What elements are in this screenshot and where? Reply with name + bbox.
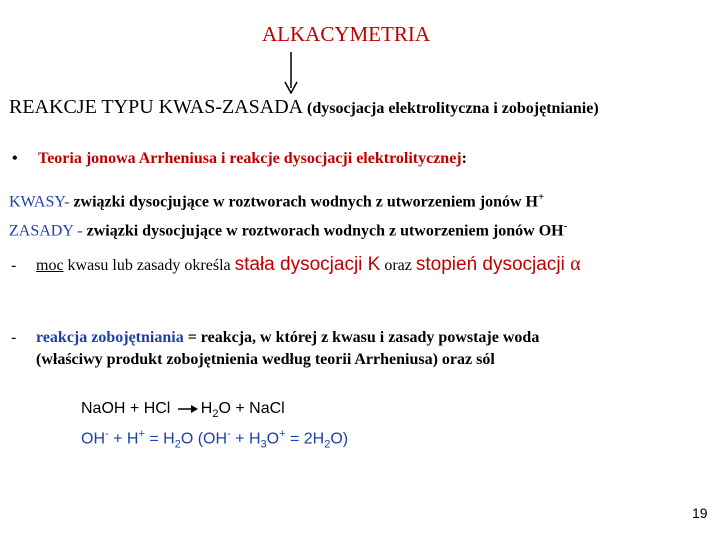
neutralization-item [11,327,539,371]
bases-term: ZASADY - [9,222,83,240]
eq2-sub: 2 [174,438,181,451]
neutralization-term: reakcja zobojętniania [36,329,184,346]
equation-1 [81,400,285,420]
heading-subtitle: (dysocjacja elektrolityczna i zobojętnianie) [307,100,599,117]
acids-definition [9,185,567,214]
theory-text: Teoria jonowa Arrheniusa i reakcje dysocjacji elektrolitycznej [38,150,462,167]
definitions-block [9,185,567,244]
neutralization-line1 [11,327,539,349]
eq2-part: O [266,430,280,448]
eq2-sup: - [105,428,109,440]
theory-colon: : [461,150,467,167]
neutralization-line2: (właściwy produkt zobojętnienia według teorii Arrheniusa) oraz sól [36,351,495,368]
eq1-product-rest: O + NaCl [218,400,285,417]
dissociation-degree: stopień dysocjacji [415,254,571,275]
right-arrow-icon [177,403,199,415]
dissociation-constant: stała dysocjacji K [234,254,381,275]
eq2-part: + H [230,430,261,448]
eq1-reactants: NaOH + HCl [81,400,175,417]
acids-term: KWASY- [9,193,70,211]
slide-title: ALKACYMETRIA [262,22,430,46]
eq1-product-h: H [200,400,213,417]
eq2-part: = H [144,430,175,448]
eq2-sub: 2 [324,438,331,451]
eq2-sup: + [279,428,286,440]
eq2-part: OH [81,430,105,448]
strength-item [11,253,581,276]
bases-text: związki dysocjujące w roztworach wodnych z utworzeniem jonów OH [82,222,564,240]
eq2-sup: + [138,428,145,440]
theory-bullet [12,150,467,168]
eq2-part: + H [108,430,139,448]
equation-2 [81,428,348,451]
page-number: 19 [692,505,708,521]
eq2-part: O) [330,430,349,448]
strength-text: kwasu lub zasady określa [63,257,235,274]
bullet-icon: • [12,150,18,167]
strength-and: oraz [380,257,416,274]
alpha-symbol: α [570,253,581,275]
heading-main: REAKCJE TYPU KWAS-ZASADA [9,96,302,118]
down-arrow-icon [283,52,299,94]
bases-definition [9,214,567,243]
neutralization-text: = reakcja, w której z kwasu i zasady powstaje woda [183,329,540,346]
section-heading [9,96,599,119]
eq1-sub: 2 [212,408,219,421]
bases-sup: - [563,220,568,233]
eq2-part: = 2H [285,430,325,448]
eq2-sub: 3 [260,438,267,451]
dash-icon: - [11,329,17,346]
acids-sup: + [537,191,545,203]
acids-text: związki dysocjujące w roztworach wodnych z utworzeniem jonów H [69,193,538,211]
eq2-part: O (OH [180,430,228,448]
eq2-sup: - [227,428,231,440]
strength-word: moc [36,257,64,274]
dash-icon: - [11,257,17,274]
